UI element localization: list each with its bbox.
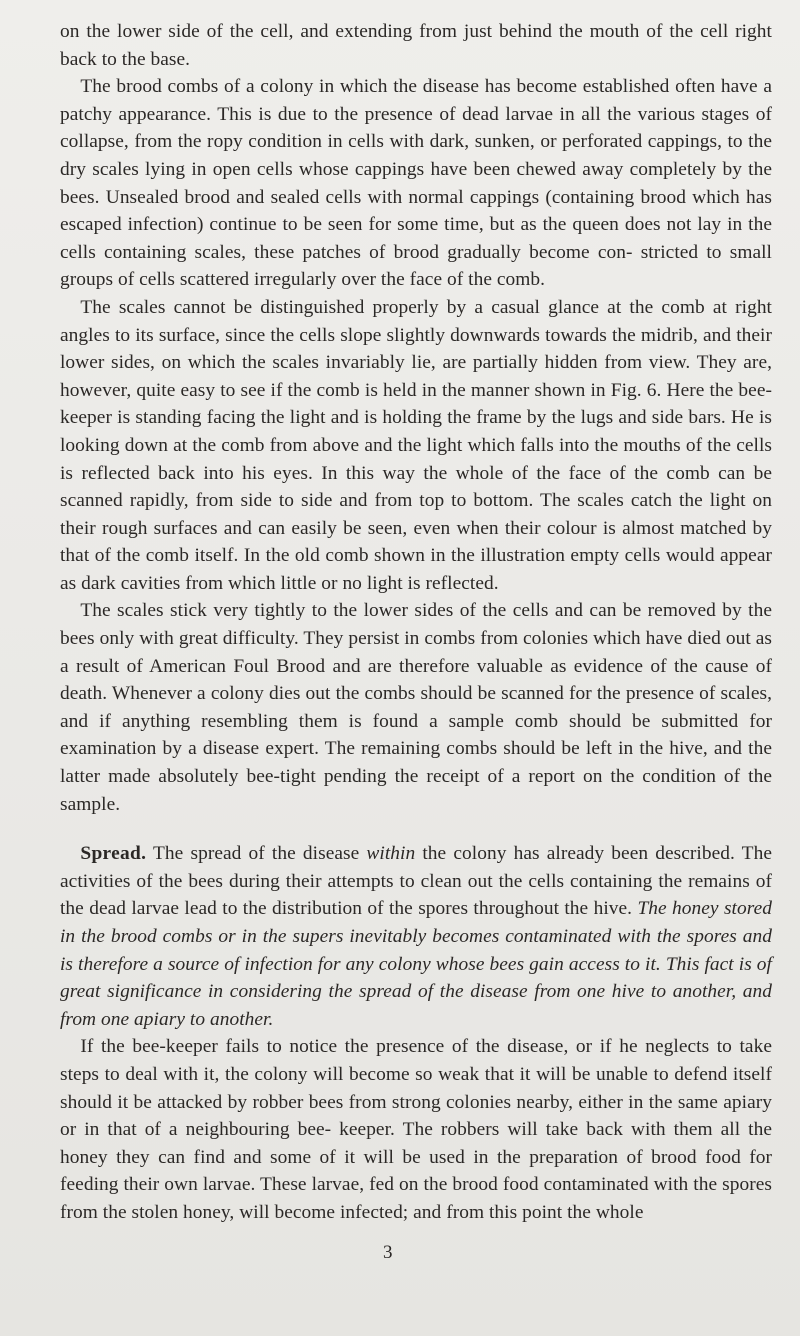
spread-lead-text: The spread of the disease bbox=[153, 843, 360, 865]
page-number: 3 bbox=[383, 1242, 393, 1263]
paragraph-robbing: If the bee-keeper fails to notice the presence of the disease, or if he neglects to take steps to deal with it, the colony will become so weak that it will be unable to defend itself should it be attacked by robber bees from strong colonies nearby, either in the same apiary or in that of a neighbouring bee- keeper. The robbers will take back with them all the honey they can find and some of it will be used in the preparation of brood food for feeding their own larvae. These larvae, fed on the brood food contaminated with the spores from the stolen honey, will become infected; and from this point the whole bbox=[60, 1036, 772, 1223]
paragraph-scales-visibility: The scales cannot be distinguished properly by a casual glance at the comb at right angles to its surface, since the cells slope slightly downwards towards the midrib, and their lower sides, on which the scales invariably lie, are partially hidden from view. They are, however, quite easy to see if the comb is held in the manner shown in Fig. 6. Here the bee-keeper is standing facing the light and is holding the frame by the lugs and side bars. He is looking down at the comb from above and the light which falls into the mouths of the cells is reflected back into his eyes. In this way the whole of the face of the comb can be scanned rapidly, from side to side and from top to bottom. The scales catch the light on their rough surfaces and can easily be seen, even when their colour is almost matched by that of the comb itself. In the old comb shown in the illustration empty cells would appear as dark cavities from which little or no light is reflected. bbox=[60, 296, 772, 594]
spread-lead-rest: the colony has already been described. The activities of the bees during their attempts to clean out the cells containing the remains of the dead larvae lead to the distribution of the spores throughout the hive. bbox=[60, 843, 772, 920]
paragraph-spread bbox=[60, 840, 772, 1033]
spread-italic-passage: The honey stored in the brood combs or in the supers inevitably becomes contaminated with the spores and is therefore a source of infection for any colony whose bees gain access to it. This fact is of great significance in considering the spread of the disease from one hive to another, and from one apiary to another. bbox=[60, 898, 773, 1030]
section-spacer bbox=[60, 818, 772, 840]
paragraph-scales-removal: The scales stick very tightly to the lower sides of the cells and can be removed by the bees only with great difficulty. They persist in combs from colonies which have died out as a result of American Foul Brood and are therefore valuable as evidence of the cause of death. Whenever a colony dies out the combs should be scanned for the presence of scales, and if anything resembling them is found a sample comb should be submitted for examination by a disease expert. The remaining combs should be left in the hive, and the latter made absolutely bee-tight pending the receipt of a report on the condition of the sample. bbox=[60, 600, 772, 815]
section-heading-spread: Spread. bbox=[80, 843, 147, 865]
spread-lead-emphasis: within bbox=[366, 843, 416, 865]
paragraph-brood-combs: The brood combs of a colony in which the disease has become established often have a patchy appearance. This is due to the presence of dead larvae in all the various stages of collapse, from the ropy condition in cells with dark, sunken, or perforated cappings, to the dry scales lying in open cells whose cappings have been chewed away completely by the bees. Unsealed brood and sealed cells with normal cappings (containing brood which has escaped infection) continue to be seen for some time, but as the queen does not lay in the cells containing scales, these patches of brood gradually become con- stricted to small groups of cells scattered irregularly over the face of the comb. bbox=[60, 76, 772, 291]
paragraph-continuation: on the lower side of the cell, and extending from just behind the mouth of the cell right back to the base. bbox=[60, 21, 772, 70]
